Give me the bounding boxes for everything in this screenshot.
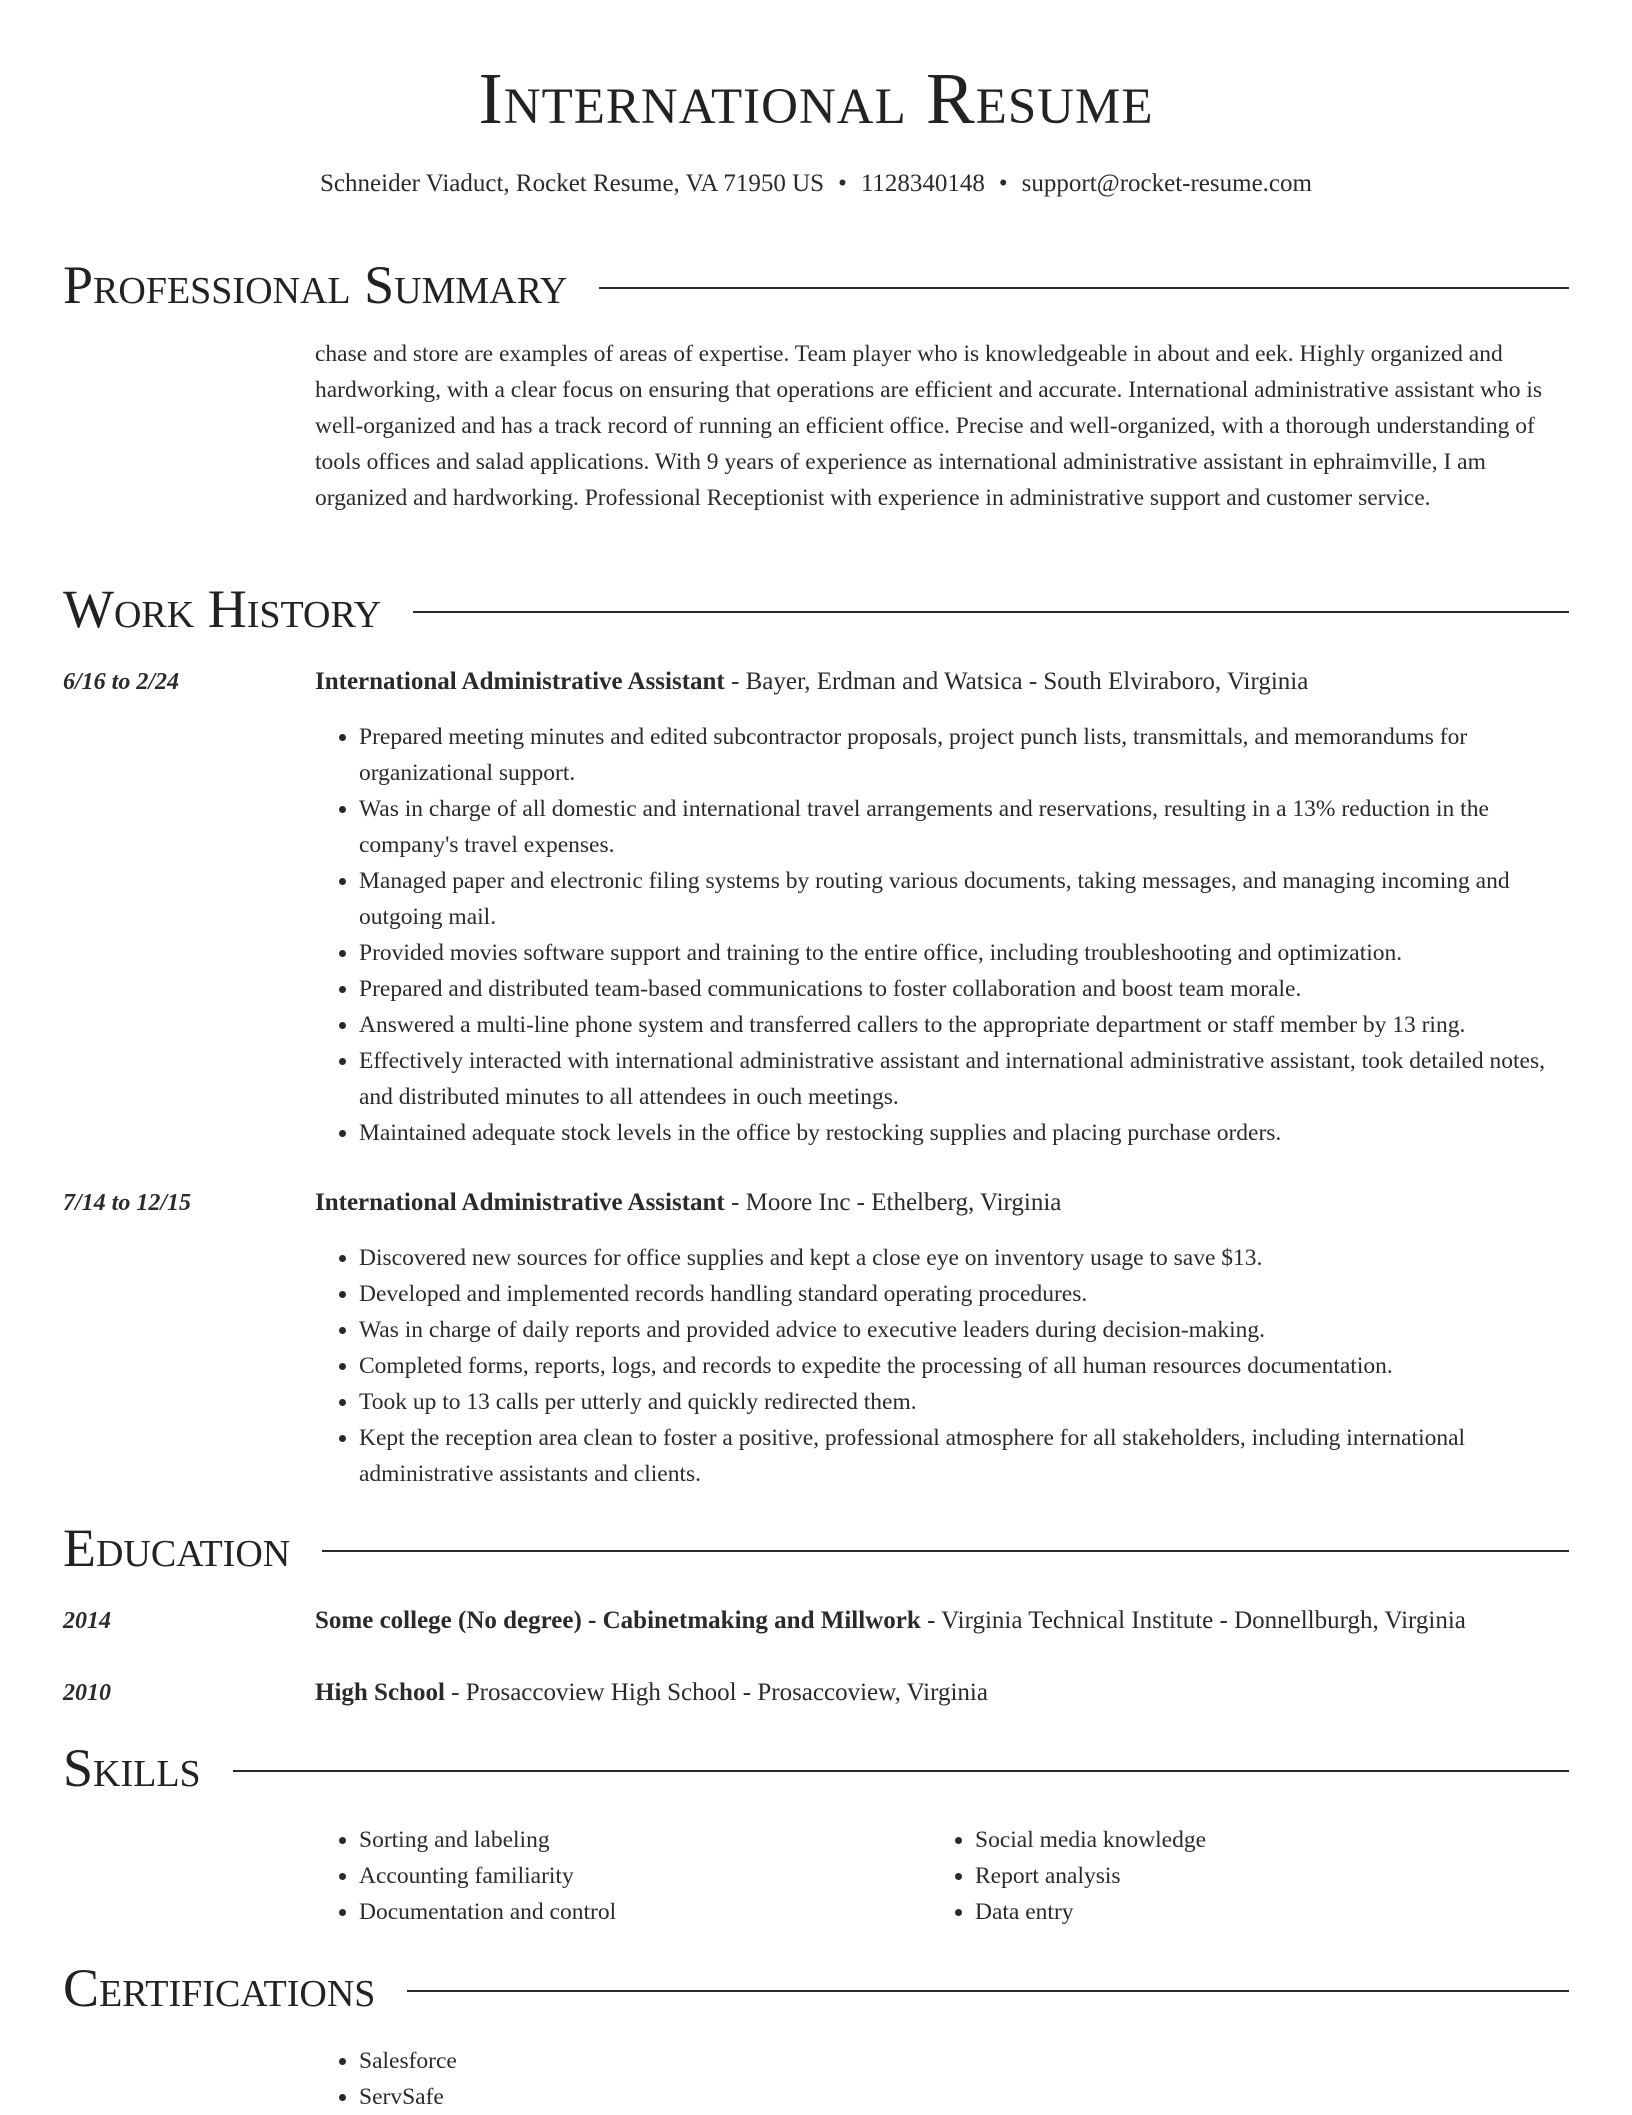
list-item: • Was in charge of daily reports and provided advice to executive leaders during decision-making. xyxy=(359,1312,1569,1348)
section-divider xyxy=(599,287,1569,289)
job-heading xyxy=(315,664,1592,700)
contact-address: Schneider Viaduct, Rocket Resume, VA 71950 US xyxy=(320,170,825,197)
list-item: • Prepared meeting minutes and edited subcontractor proposals, project punch lists, transmittals, and memorandums for organizational support. xyxy=(359,719,1569,791)
certifications-list xyxy=(315,2043,919,2115)
list-item: • Was in charge of all domestic and international travel arrangements and reservations, resulting in a 13% reduction in the company's travel expenses. xyxy=(359,791,1569,863)
job-dates: 7/14 to 12/15 xyxy=(63,1190,192,1216)
job-title: International Administrative Assistant xyxy=(315,1189,725,1216)
section-divider xyxy=(407,1990,1569,1992)
contact-phone: 1128340148 xyxy=(860,170,985,197)
list-item: • Documentation and control xyxy=(359,1894,919,1930)
education-year: 2010 xyxy=(63,1680,111,1706)
section-divider xyxy=(233,1770,1569,1772)
contact-separator: • xyxy=(838,170,847,197)
list-item: • Kept the reception area clean to foster a positive, professional atmosphere for all stakeholders, including international administrative assistants and clients. xyxy=(359,1420,1569,1492)
section-header-summary xyxy=(63,255,1569,315)
list-item: • Provided movies software support and training to the entire office, including troubleshooting and optimization. xyxy=(359,935,1569,971)
list-item: • Accounting familiarity xyxy=(359,1858,919,1894)
job-details: - Moore Inc - Ethelberg, Virginia xyxy=(724,1189,1062,1216)
contact-separator: • xyxy=(998,170,1008,197)
education-degree: Some college (No degree) - Cabinetmaking and Millwork xyxy=(315,1607,921,1634)
section-title: Professional Summary xyxy=(63,255,568,315)
job-bullets xyxy=(315,1240,1569,1492)
education-degree: High School xyxy=(315,1679,445,1706)
education-details: - Virginia Technical Institute - Donnellburgh, Virginia xyxy=(920,1607,1466,1634)
list-item: • Data entry xyxy=(975,1894,1535,1930)
list-item: • Sorting and labeling xyxy=(359,1822,919,1858)
section-title: Work History xyxy=(63,579,382,639)
list-item: • ServSafe xyxy=(359,2079,919,2115)
list-item: • Salesforce xyxy=(359,2043,919,2079)
contact-email[interactable]: support@rocket-resume.com xyxy=(1021,170,1312,197)
skills-list-right xyxy=(931,1822,1535,1930)
education-heading xyxy=(315,1603,1592,1639)
skills-list-left xyxy=(315,1822,919,1930)
section-header-certifications xyxy=(63,1958,1569,2018)
section-header-skills xyxy=(63,1738,1569,1798)
list-item: • Prepared and distributed team-based communications to foster collaboration and boost team morale. xyxy=(359,971,1569,1007)
summary-text: chase and store are examples of areas of expertise. Team player who is knowledgeable in about and eek. Highly organized and hardworking, with a clear focus on ensuring that operations are efficient and accurate. International administrative assistant who is well-organized and has a track record of running an efficient office. Precise and well-organized, with a thorough understanding of tools offices and salad applications. With 9 years of experience as international administrative assistant in ephraimville, I am organized and hardworking. Professional Receptionist with experience in administrative support and customer service. xyxy=(315,341,1543,511)
section-title: Skills xyxy=(63,1738,201,1798)
education-heading xyxy=(315,1675,1592,1711)
section-title: Certifications xyxy=(63,1958,376,2018)
list-item: • Managed paper and electronic filing systems by routing various documents, taking messages, and managing incoming and outgoing mail. xyxy=(359,863,1569,935)
job-heading xyxy=(315,1185,1592,1221)
list-item: • Completed forms, reports, logs, and records to expedite the processing of all human resources documentation. xyxy=(359,1348,1569,1384)
list-item: • Developed and implemented records handling standard operating procedures. xyxy=(359,1276,1569,1312)
list-item: • Report analysis xyxy=(975,1858,1535,1894)
section-divider xyxy=(413,611,1569,613)
job-dates: 6/16 to 2/24 xyxy=(63,669,180,695)
contact-line xyxy=(0,171,1632,196)
list-item: • Answered a multi-line phone system and transferred callers to the appropriate department or staff member by 13 ring. xyxy=(359,1007,1569,1043)
resume-name: International Resume xyxy=(478,58,1154,139)
section-header-work-history xyxy=(63,579,1569,639)
list-item: • Maintained adequate stock levels in the office by restocking supplies and placing purchase orders. xyxy=(359,1115,1569,1151)
education-details: - Prosaccoview High School - Prosaccoview, Virginia xyxy=(444,1679,988,1706)
section-title: Education xyxy=(63,1518,291,1578)
list-item: • Took up to 13 calls per utterly and quickly redirected them. xyxy=(359,1384,1569,1420)
section-divider xyxy=(322,1550,1569,1552)
job-bullets xyxy=(315,719,1569,1151)
section-header-education xyxy=(63,1518,1569,1578)
job-title: International Administrative Assistant xyxy=(315,668,725,695)
job-details: - Bayer, Erdman and Watsica - South Elviraboro, Virginia xyxy=(724,668,1309,695)
list-item: • Social media knowledge xyxy=(975,1822,1535,1858)
education-year: 2014 xyxy=(63,1608,111,1634)
list-item: • Effectively interacted with international administrative assistant and international administrative assistant, took detailed notes, and distributed minutes to all attendees in ouch meetings. xyxy=(359,1043,1569,1115)
list-item: • Discovered new sources for office supplies and kept a close eye on inventory usage to save $13. xyxy=(359,1240,1569,1276)
